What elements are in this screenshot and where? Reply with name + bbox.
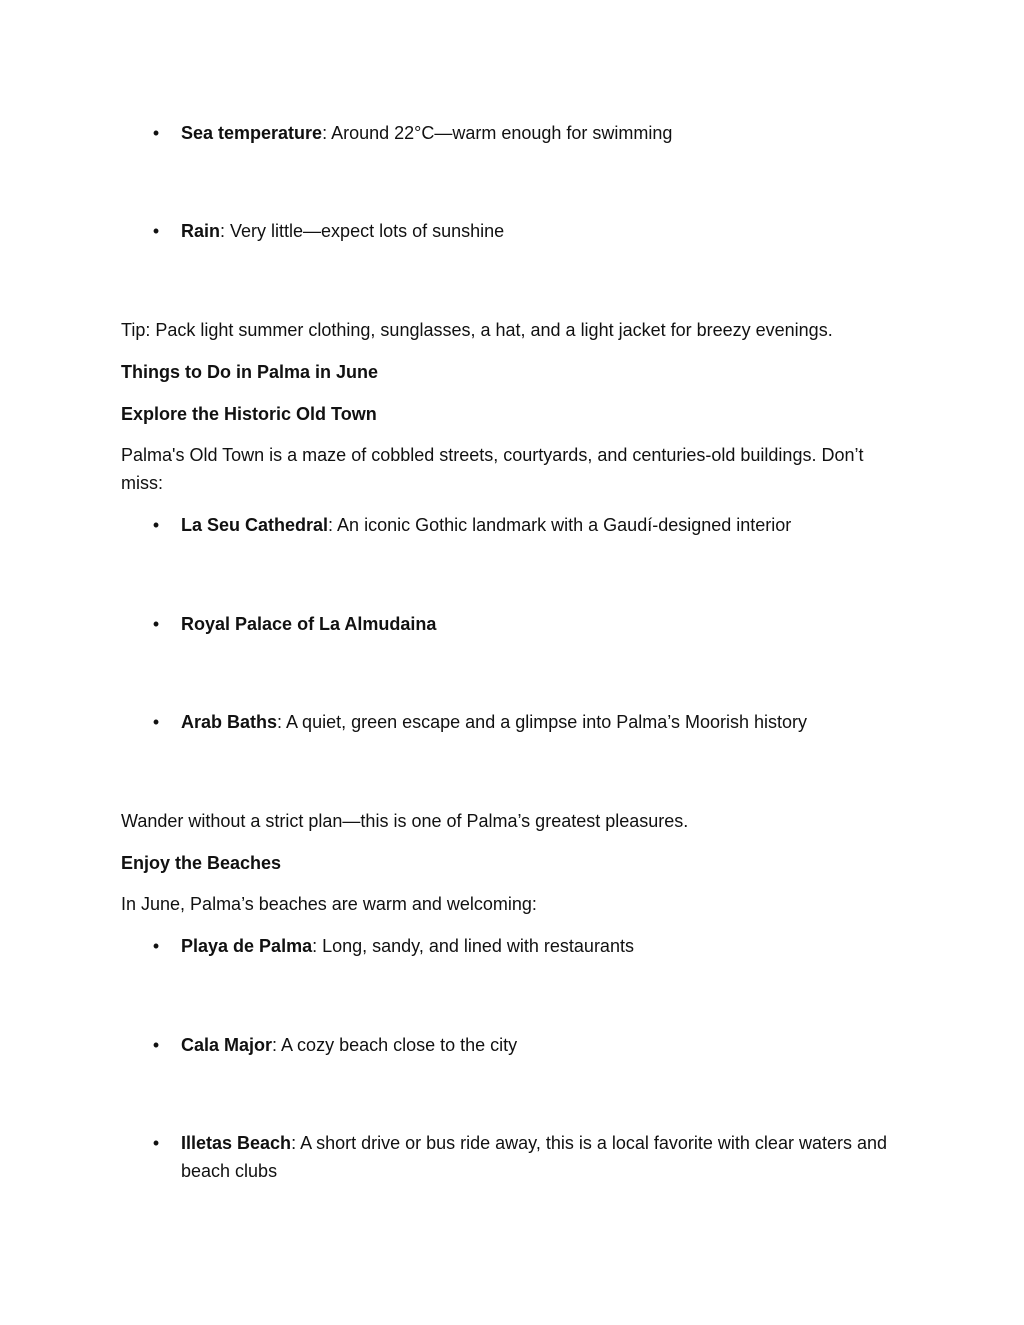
list-item-desc: : Long, sandy, and lined with restaurants <box>312 936 634 956</box>
list-item-desc: : Very little—expect lots of sunshine <box>220 221 505 241</box>
bullet: • <box>152 712 160 732</box>
list-item-desc: : An iconic Gothic landmark with a Gaudí-designed interior <box>328 515 792 535</box>
list-item-illetas-beach <box>152 1129 906 1185</box>
list-item-term: Illetas Beach <box>181 1133 292 1153</box>
list-item-desc: : Around 22°C—warm enough for swimming <box>322 123 673 143</box>
subheading-old-town: Explore the Historic Old Town <box>121 404 377 424</box>
list-item-cala-major <box>152 1031 911 1059</box>
list-item-term: Arab Baths <box>181 712 278 732</box>
list-item-rain <box>152 217 911 245</box>
list-item-term: Sea temperature <box>181 123 323 143</box>
list-item-term: Cala Major <box>181 1035 273 1055</box>
list-item-term: Playa de Palma <box>181 936 313 956</box>
list-item-la-seu-cathedral <box>152 511 911 539</box>
bullet: • <box>152 515 160 535</box>
tip-paragraph: Tip: Pack light summer clothing, sunglasses, a hat, and a light jacket for breezy evenings. <box>121 320 833 340</box>
list-item-term: Royal Palace of La Almudaina <box>181 614 437 634</box>
list-item-term: Rain <box>181 221 221 241</box>
list-item-desc: : A quiet, green escape and a glimpse into Palma’s Moorish history <box>277 712 807 732</box>
list-item-arab-baths <box>152 708 911 736</box>
section-heading: Things to Do in Palma in June <box>121 362 379 382</box>
bullet: • <box>152 1133 160 1153</box>
bullet: • <box>152 123 160 143</box>
bullet: • <box>152 614 160 634</box>
list-item-playa-de-palma <box>152 932 911 960</box>
list-item-sea-temperature <box>152 119 911 147</box>
beaches-intro: In June, Palma’s beaches are warm and welcoming: <box>121 894 537 914</box>
bullet: • <box>152 221 160 241</box>
subheading-beaches: Enjoy the Beaches <box>121 853 282 873</box>
list-item-desc: : A short drive or bus ride away, this is a local favorite with clear waters and beach clubs <box>181 1133 887 1181</box>
bullet: • <box>152 936 160 956</box>
list-item-desc: : A cozy beach close to the city <box>272 1035 518 1055</box>
list-item-royal-palace <box>152 610 911 638</box>
bullet: • <box>152 1035 160 1055</box>
old-town-outro: Wander without a strict plan—this is one of Palma’s greatest pleasures. <box>121 811 689 831</box>
list-item-term: La Seu Cathedral <box>181 515 329 535</box>
old-town-intro: Palma's Old Town is a maze of cobbled streets, courtyards, and centuries-old buildings. Don’t miss: <box>121 445 864 493</box>
